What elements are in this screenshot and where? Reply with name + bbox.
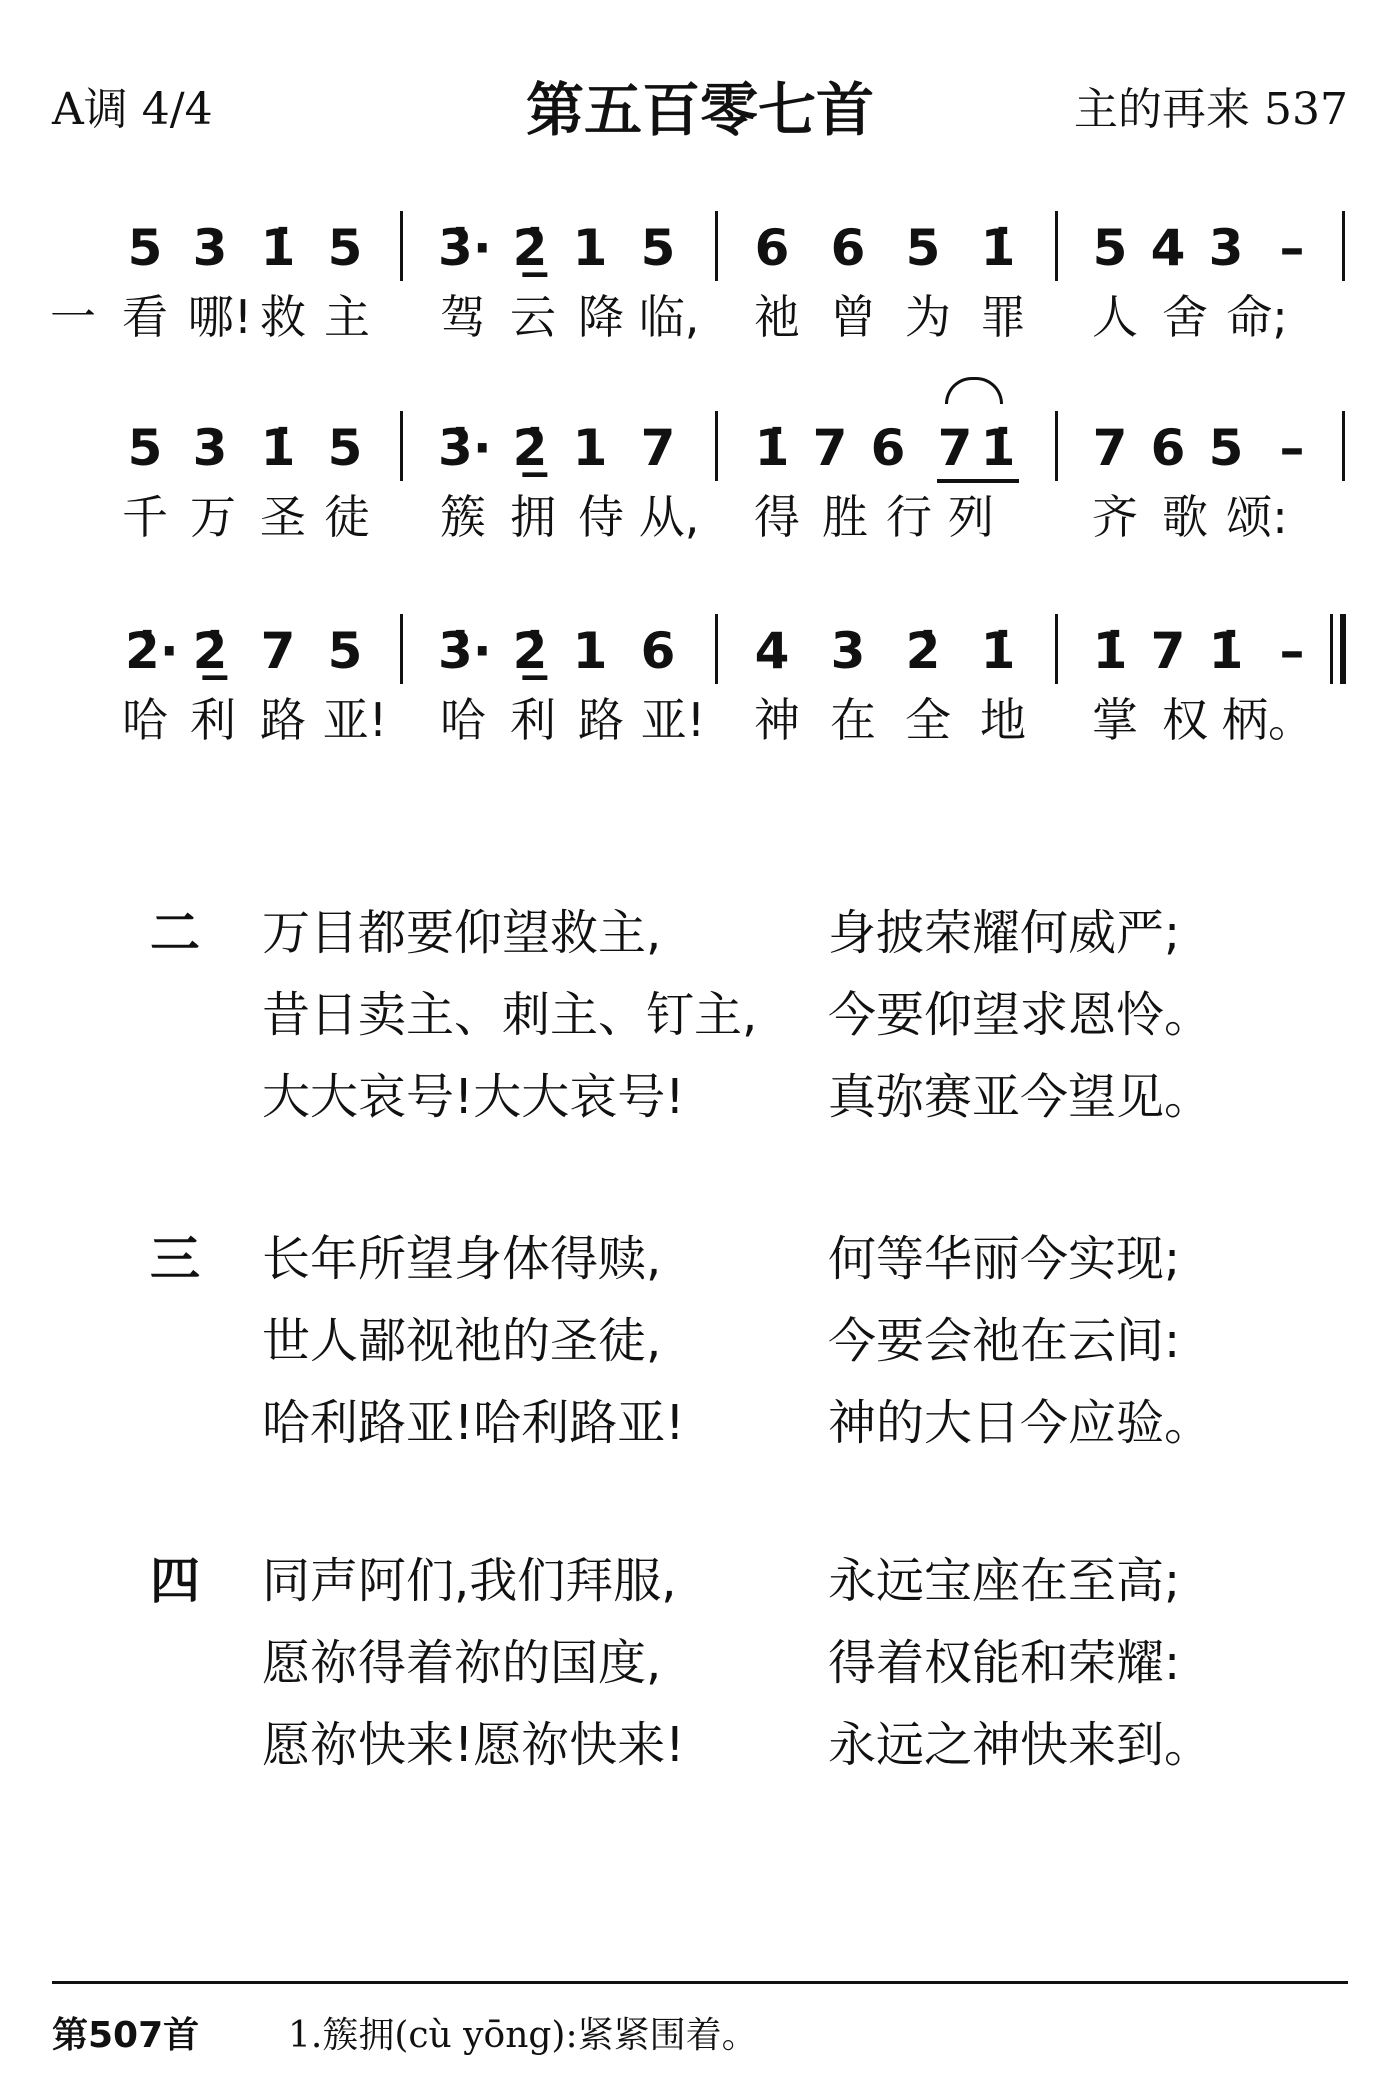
verse-line: 哈利路亚!哈利路亚! bbox=[262, 1395, 685, 1451]
note: 3 bbox=[830, 622, 866, 680]
lyric: 柄。 bbox=[1222, 693, 1314, 747]
lyric: 利 bbox=[190, 693, 236, 747]
note: 6 bbox=[870, 419, 906, 477]
underline-mark bbox=[937, 479, 1019, 483]
lyric: 驾 bbox=[440, 290, 486, 344]
lyric: 哈 bbox=[440, 693, 486, 747]
note: – bbox=[1279, 622, 1305, 680]
verse-line: 万目都要仰望救主, bbox=[262, 905, 662, 961]
note: 6 bbox=[640, 622, 676, 680]
note: 3 bbox=[192, 219, 228, 277]
note: 1 bbox=[572, 219, 608, 277]
lyric: 为 bbox=[905, 290, 951, 344]
bar-line bbox=[715, 411, 718, 481]
lyric: 救 bbox=[260, 290, 306, 344]
bar-line bbox=[715, 211, 718, 281]
final-bar-line bbox=[1340, 614, 1346, 684]
lyric: 掌 bbox=[1092, 693, 1138, 747]
lyric: 圣 bbox=[260, 490, 306, 544]
note: 2̇· bbox=[125, 622, 179, 680]
lyric: 主 bbox=[324, 290, 370, 344]
lyric: 命; bbox=[1226, 290, 1288, 344]
note: 1̇ bbox=[980, 219, 1016, 277]
lyric: 侍 bbox=[578, 490, 624, 544]
note: 6 bbox=[1150, 419, 1186, 477]
lyric: 颂: bbox=[1226, 490, 1288, 544]
verse-line: 永远宝座在至高; bbox=[828, 1553, 1181, 1609]
slur-mark bbox=[945, 377, 1003, 404]
note: 6 bbox=[754, 219, 790, 277]
bar-line bbox=[1055, 211, 1058, 281]
note: 1 bbox=[572, 622, 608, 680]
lyric: 权 bbox=[1162, 693, 1208, 747]
note: 2̲̇ bbox=[512, 419, 548, 477]
lyric: 齐 bbox=[1092, 490, 1138, 544]
lyric: 全 bbox=[905, 693, 951, 747]
lyric: 利 bbox=[510, 693, 556, 747]
note: 5 bbox=[640, 219, 676, 277]
lyric: 拥 bbox=[510, 490, 556, 544]
verse-line: 得着权能和荣耀: bbox=[828, 1635, 1181, 1691]
lyrics-row bbox=[0, 688, 1400, 758]
lyric: 临, bbox=[638, 290, 700, 344]
lyric: 祂 bbox=[754, 290, 800, 344]
verse-line: 真弥赛亚今望见。 bbox=[828, 1069, 1213, 1125]
verse-line: 今要仰望求恩怜。 bbox=[828, 987, 1213, 1043]
note: 4 bbox=[754, 622, 790, 680]
lyric: 得 bbox=[754, 490, 800, 544]
note: 1 bbox=[572, 419, 608, 477]
footer-rule bbox=[52, 1981, 1348, 1984]
note: 5 bbox=[905, 219, 941, 277]
lyric: 哪! bbox=[187, 290, 253, 344]
bar-line bbox=[715, 614, 718, 684]
lyrics-row bbox=[0, 285, 1400, 355]
lyric: 地 bbox=[980, 693, 1026, 747]
note: 5 bbox=[327, 622, 363, 680]
lyric: 一 bbox=[50, 290, 96, 344]
verse-line: 大大哀号!大大哀号! bbox=[262, 1069, 685, 1125]
note: 2̇ bbox=[905, 622, 941, 680]
lyric: 簇 bbox=[440, 490, 486, 544]
lyric: 千 bbox=[122, 490, 168, 544]
note: 7 bbox=[812, 419, 848, 477]
note: 2̲̇ bbox=[192, 622, 228, 680]
bar-line bbox=[400, 614, 403, 684]
notes-row bbox=[0, 405, 1400, 485]
lyric: 看 bbox=[122, 290, 168, 344]
lyric: 路 bbox=[260, 693, 306, 747]
verse-number: 四 bbox=[150, 1552, 200, 1610]
lyrics-row bbox=[0, 485, 1400, 555]
notes-row bbox=[0, 205, 1400, 285]
note: 7 bbox=[937, 419, 973, 477]
note: 5 bbox=[127, 419, 163, 477]
note: 5 bbox=[327, 219, 363, 277]
note: 1̇ bbox=[980, 419, 1016, 477]
note: 3̇· bbox=[438, 622, 492, 680]
lyric: 在 bbox=[830, 693, 876, 747]
lyric: 人 bbox=[1092, 290, 1138, 344]
lyric: 舍 bbox=[1162, 290, 1208, 344]
note: 1̇ bbox=[980, 622, 1016, 680]
verse-line: 昔日卖主、刺主、钉主, bbox=[262, 987, 758, 1043]
lyric: 从, bbox=[638, 490, 700, 544]
lyric: 云 bbox=[510, 290, 556, 344]
note: 7 bbox=[260, 622, 296, 680]
note: 5 bbox=[127, 219, 163, 277]
verse-line: 神的大日今应验。 bbox=[828, 1395, 1213, 1451]
verse-line: 永远之神快来到。 bbox=[828, 1717, 1213, 1773]
bar-line bbox=[1330, 614, 1333, 684]
bar-line bbox=[1342, 411, 1345, 481]
footer-annotation: 1.簇拥(cù yōng):紧紧围着。 bbox=[288, 2015, 758, 2056]
note: 3̇· bbox=[438, 419, 492, 477]
note: – bbox=[1279, 419, 1305, 477]
verse-line: 长年所望身体得赎, bbox=[262, 1231, 662, 1287]
verse-line: 同声阿们,我们拜服, bbox=[262, 1553, 677, 1609]
lyric: 歌 bbox=[1162, 490, 1208, 544]
note: 7 bbox=[1092, 419, 1128, 477]
note: 2̲̇ bbox=[512, 219, 548, 277]
verse-line: 世人鄙视祂的圣徒, bbox=[262, 1313, 662, 1369]
note: 3 bbox=[192, 419, 228, 477]
lyric: 罪 bbox=[980, 290, 1026, 344]
bar-line bbox=[1342, 211, 1345, 281]
verse-line: 何等华丽今实现; bbox=[828, 1231, 1181, 1287]
lyric: 万 bbox=[190, 490, 236, 544]
note: 3 bbox=[1208, 219, 1244, 277]
lyric: 亚! bbox=[322, 693, 388, 747]
notes-row bbox=[0, 608, 1400, 688]
verse-number: 二 bbox=[150, 904, 200, 962]
bar-line bbox=[400, 211, 403, 281]
lyric: 曾 bbox=[830, 290, 876, 344]
note: 4 bbox=[1150, 219, 1186, 277]
lyric: 胜 bbox=[822, 490, 868, 544]
note: 7 bbox=[1150, 622, 1186, 680]
bar-line bbox=[1055, 614, 1058, 684]
note: 3̇· bbox=[438, 219, 492, 277]
verse-line: 愿祢得着祢的国度, bbox=[262, 1635, 662, 1691]
lyric: 路 bbox=[578, 693, 624, 747]
note: – bbox=[1279, 219, 1305, 277]
verse-number: 三 bbox=[150, 1230, 200, 1288]
lyric: 亚! bbox=[640, 693, 706, 747]
lyric: 徒 bbox=[324, 490, 370, 544]
note: 1̇ bbox=[754, 419, 790, 477]
key-signature: A调 4/4 bbox=[52, 84, 213, 135]
footer-hymn-number: 第507首 bbox=[52, 2015, 200, 2056]
bar-line bbox=[1055, 411, 1058, 481]
verse-line: 今要会祂在云间: bbox=[828, 1313, 1181, 1369]
lyric: 降 bbox=[578, 290, 624, 344]
verse-line: 身披荣耀何威严; bbox=[828, 905, 1181, 961]
note: 1̇ bbox=[1092, 622, 1128, 680]
note: 5 bbox=[327, 419, 363, 477]
note: 7 bbox=[640, 419, 676, 477]
note: 2̲̇ bbox=[512, 622, 548, 680]
note: 1̇ bbox=[1208, 622, 1244, 680]
note: 5 bbox=[1208, 419, 1244, 477]
note: 6 bbox=[830, 219, 866, 277]
lyric: 神 bbox=[754, 693, 800, 747]
lyric: 哈 bbox=[122, 693, 168, 747]
bar-line bbox=[400, 411, 403, 481]
hymn-topic: 主的再来 537 bbox=[1074, 84, 1348, 135]
note: 5 bbox=[1092, 219, 1128, 277]
note: 1̇ bbox=[260, 219, 296, 277]
verse-line: 愿祢快来!愿祢快来! bbox=[262, 1717, 685, 1773]
note: 1̇ bbox=[260, 419, 296, 477]
lyric: 列 bbox=[948, 490, 994, 544]
hymn-title: 第五百零七首 bbox=[525, 76, 874, 144]
lyric: 行 bbox=[886, 490, 932, 544]
